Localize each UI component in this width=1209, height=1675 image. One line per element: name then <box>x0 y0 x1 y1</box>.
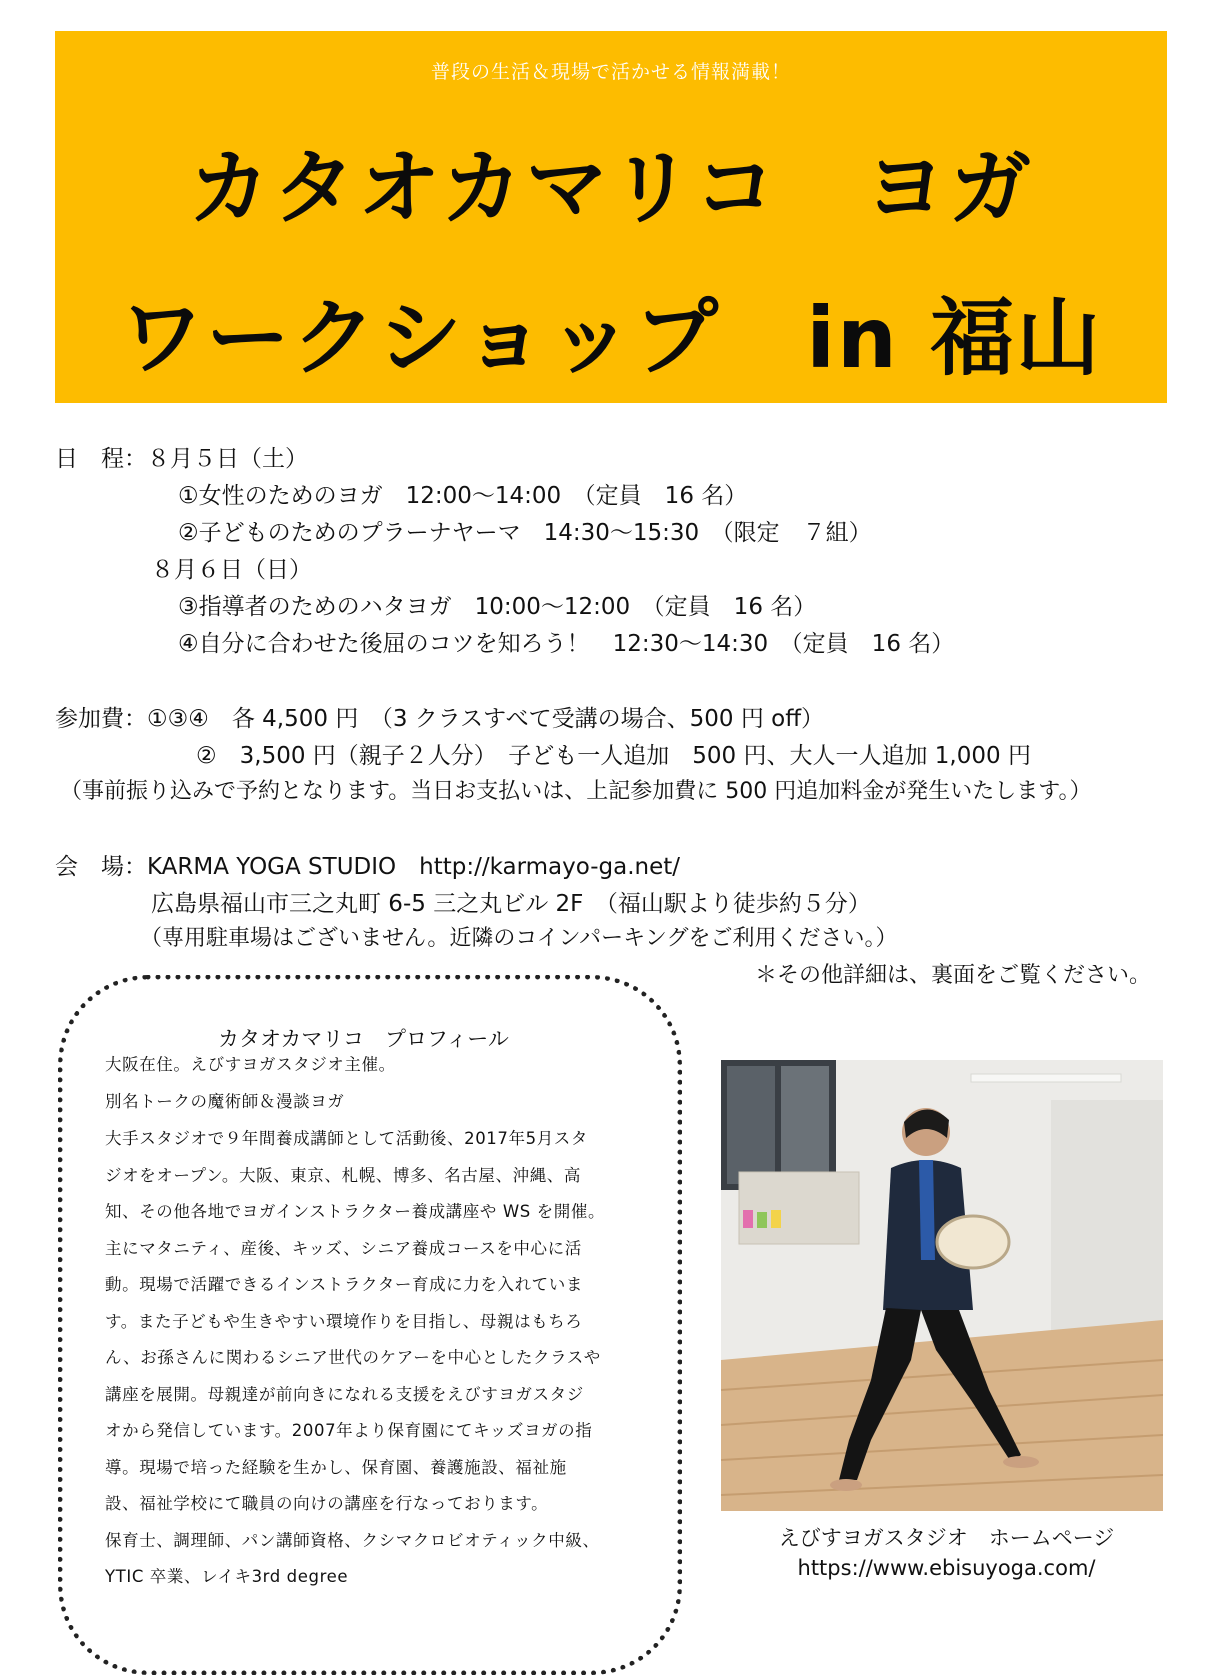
profile-line: 動。現場で活躍できるインストラクター育成に力を入れていま <box>105 1275 583 1294</box>
profile-line: す。また子どもや生きやすい環境作りを目指し、母親はもちろ <box>105 1312 583 1331</box>
profile-title: カタオカマリコ プロフィール <box>218 1027 509 1051</box>
schedule-item-1: ①女性のためのヨガ 12:00～14:00 （定員 16 名） <box>178 483 748 509</box>
profile-line: 導。現場で培った経験を生かし、保育園、養護施設、福祉施 <box>105 1458 567 1477</box>
studio-url[interactable]: https://www.ebisuyoga.com/ <box>797 1556 1096 1580</box>
tagline: 普段の生活＆現場で活かせる情報満載！ <box>430 61 791 83</box>
fee-line-1: 参加費：①③④ 各 4,500 円 （3 クラスすべて受講の場合、500 円 off） <box>55 706 825 732</box>
details-note: ＊その他詳細は、裏面をご覧ください。 <box>755 963 1152 988</box>
venue-parking-note: （専用駐車場はございません。近隣のコインパーキングをご利用ください。） <box>140 926 898 951</box>
venue-line-1: 会 場：KARMA YOGA STUDIO http://karmayo-ga.net/ <box>55 854 681 880</box>
fee-note: （事前振り込みで予約となります。当日お支払いは、上記参加費に 500 円追加料金が発生いたします。） <box>60 779 1092 804</box>
title-line-2: ワークショップ in 福山 <box>119 289 1103 387</box>
instructor-photo <box>721 1060 1163 1511</box>
title-line-1: カタオカマリコ ヨガ <box>188 141 1034 236</box>
fee-line-2: ② 3,500 円（親子２人分） 子ども一人追加 500 円、大人一人追加 1,000 円 <box>196 743 1031 769</box>
profile-line: 設、福祉学校にて職員の向けの講座を行なっております。 <box>105 1494 549 1513</box>
profile-line: 講座を展開。母親達が前向きになれる支援をえびすヨガスタジ <box>105 1385 584 1404</box>
schedule-item-2: ②子どものためのプラーナヤーマ 14:30～15:30 （限定 ７組） <box>178 520 872 546</box>
studio-caption: えびすヨガスタジオ ホームページ <box>778 1526 1115 1550</box>
schedule-item-4: ④自分に合わせた後屈のコツを知ろう！ 12:30～14:30 （定員 16 名） <box>178 631 955 657</box>
venue-address: 広島県福山市三之丸町 6-5 三之丸ビル 2F （福山駅より徒歩約５分） <box>151 891 871 917</box>
profile-line: 大手スタジオで９年間養成講師として活動後、2017年5月スタ <box>105 1129 588 1148</box>
schedule-day2-label: ８月６日（日） <box>151 557 312 583</box>
profile-line: YTIC 卒業、レイキ3rd degree <box>105 1567 349 1586</box>
profile-line: 保育士、調理師、パン講師資格、クシマクロビオティック中級、 <box>105 1531 600 1550</box>
profile-line: 大阪在住。えびすヨガスタジオ主催。 <box>105 1055 396 1074</box>
profile-line: ん、お孫さんに関わるシニア世代のケアーを中心としたクラスや <box>105 1348 601 1367</box>
profile-line: 別名トークの魔術師＆漫談ヨガ <box>105 1092 345 1111</box>
profile-line: オから発信しています。2007年より保育園にてキッズヨガの指 <box>105 1421 593 1440</box>
profile-line: 知、その他各地でヨガインストラクター養成講座や WS を開催。 <box>105 1202 606 1221</box>
schedule-label: 日 程：８月５日（土） <box>55 446 308 472</box>
schedule-item-3: ③指導者のためのハタヨガ 10:00～12:00 （定員 16 名） <box>178 594 817 620</box>
profile-line: ジオをオープン。大阪、東京、札幌、博多、名古屋、沖縄、高 <box>105 1166 581 1185</box>
profile-line: 主にマタニティ、産後、キッズ、シニア養成コースを中心に活 <box>105 1239 582 1258</box>
title-banner <box>55 31 1167 403</box>
